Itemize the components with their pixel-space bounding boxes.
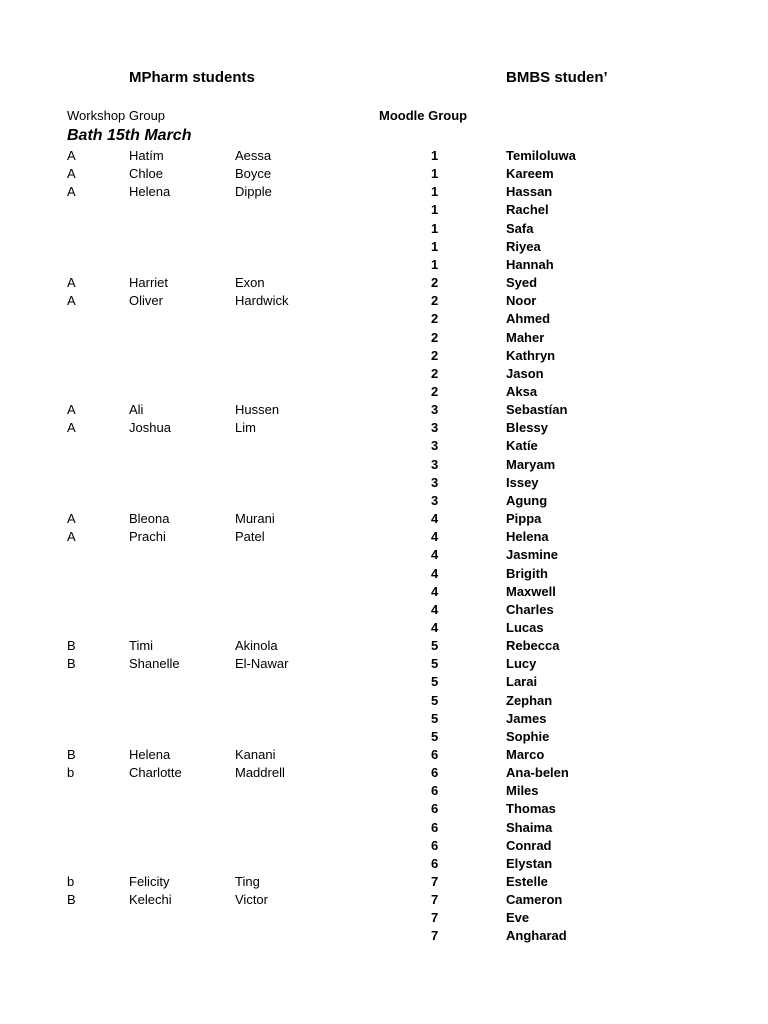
student-name-cell: Blessy (506, 420, 548, 436)
first-name-cell: Helena (129, 184, 171, 200)
moodle-group-cell: 1 (431, 184, 439, 200)
last-name-cell: Patel (235, 529, 265, 545)
last-name-cell: Lim (235, 420, 256, 436)
moodle-group-cell: 5 (431, 728, 439, 744)
student-name-cell: Riyea (506, 238, 541, 254)
last-name-cell: Akinola (235, 638, 278, 653)
last-name-cell: El-Nawar (235, 656, 289, 672)
moodle-group-cell: 2 (431, 383, 439, 399)
workshop-group-cell: A (67, 402, 76, 418)
first-name-cell: Felicity (129, 874, 170, 889)
student-name-cell: Lucy (506, 656, 537, 672)
moodle-group-cell: 4 (431, 511, 439, 526)
student-name-cell: Ahmed (506, 311, 551, 327)
last-name-cell: Boyce (235, 166, 272, 182)
student-name-cell: Charles (506, 601, 554, 617)
student-name-cell: Thomas (506, 801, 556, 817)
student-name-cell: Temiloluwa (506, 148, 576, 163)
moodle-group-cell: 3 (431, 438, 439, 454)
student-name-cell: Rebecca (506, 638, 560, 653)
student-name-cell: Jasmine (506, 547, 559, 563)
student-name-cell: James (506, 710, 547, 726)
workshop-group-cell: B (67, 892, 76, 908)
student-name-cell: Kareem (506, 166, 554, 182)
student-name-cell: Kathryn (506, 347, 556, 363)
moodle-group-cell: 2 (431, 311, 439, 327)
last-name-cell: Hussen (235, 402, 280, 418)
first-name-cell: Prachi (129, 529, 166, 545)
last-name-cell: Murani (235, 511, 275, 526)
moodle-group-cell: 1 (431, 220, 439, 236)
student-name-cell: Angharad (506, 928, 567, 944)
first-name-cell: Kelechi (129, 892, 172, 908)
first-name-cell: Timi (129, 638, 154, 653)
moodle-group-cell: 4 (431, 547, 439, 563)
first-name-cell: Helena (129, 746, 171, 762)
student-name-cell: Sophie (506, 728, 550, 744)
student-name-cell: Pippa (506, 511, 542, 526)
student-name-cell: Zephan (506, 692, 553, 708)
moodle-group-cell: 5 (431, 638, 439, 653)
student-name-cell: Sebastían (506, 402, 568, 418)
last-name-cell: Hardwick (235, 293, 289, 309)
moodle-group-cell: 5 (431, 674, 439, 690)
student-name-cell: Maxwell (506, 583, 556, 599)
workshop-group-cell: B (67, 746, 76, 762)
moodle-group-cell: 7 (431, 892, 439, 908)
mpharm-heading: MPharm students (129, 69, 255, 86)
last-name-cell: Victor (235, 892, 268, 908)
moodle-group-cell: 2 (431, 293, 439, 309)
moodle-group-cell: 1 (431, 238, 439, 254)
student-name-cell: Katíe (506, 438, 538, 454)
moodle-group-cell: 1 (431, 148, 439, 163)
student-name-cell: Miles (506, 783, 539, 799)
student-name-cell: Safa (506, 220, 534, 236)
last-name-cell: Kanani (235, 746, 276, 762)
moodle-group-cell: 7 (431, 910, 439, 926)
moodle-group-cell: 2 (431, 347, 439, 363)
workshop-group-cell: A (67, 293, 76, 309)
workshop-group-cell: A (67, 529, 76, 545)
student-name-cell: Maher (506, 329, 545, 345)
moodle-group-cell: 1 (431, 256, 439, 272)
student-name-cell: Estelle (506, 874, 548, 889)
moodle-group-cell: 7 (431, 874, 439, 889)
last-name-cell: Maddrell (235, 765, 285, 781)
moodle-group-cell: 7 (431, 928, 439, 944)
first-name-cell: Chloe (129, 166, 163, 182)
student-name-cell: Cameron (506, 892, 563, 908)
first-name-cell: Harriet (129, 275, 169, 290)
first-name-cell: Ali (129, 402, 144, 418)
workshop-group-cell: A (67, 166, 76, 182)
last-name-cell: Aessa (235, 148, 272, 163)
moodle-group-cell: 2 (431, 275, 439, 290)
moodle-group-cell: 6 (431, 765, 439, 781)
moodle-group-cell: 6 (431, 855, 439, 871)
student-name-cell: Eve (506, 910, 530, 926)
student-name-cell: Issey (506, 474, 539, 490)
workshop-group-cell: A (67, 511, 76, 526)
moodle-group-cell: 6 (431, 837, 439, 853)
student-name-cell: Noor (506, 293, 537, 309)
student-name-cell: Shaima (506, 819, 553, 835)
workshop-group-cell: B (67, 656, 76, 672)
student-name-cell: Lucas (506, 619, 544, 635)
moodle-group-cell: 6 (431, 801, 439, 817)
moodle-group-cell: 2 (431, 329, 439, 345)
student-name-cell: Elystan (506, 855, 553, 871)
moodle-group-cell: 5 (431, 656, 439, 672)
moodle-group-cell: 1 (431, 166, 439, 182)
moodle-group-cell: 6 (431, 783, 439, 799)
moodle-group-cell: 3 (431, 420, 439, 436)
student-name-cell: Conrad (506, 837, 552, 853)
workshop-group-cell: b (67, 874, 75, 889)
moodle-group-header: Moodle Group (379, 108, 468, 123)
moodle-group-cell: 5 (431, 692, 439, 708)
student-name-cell: Hannah (506, 256, 554, 272)
student-name-cell: Maryam (506, 456, 556, 472)
moodle-group-cell: 3 (431, 492, 439, 508)
first-name-cell: Bleona (129, 511, 170, 526)
first-name-cell: Oliver (129, 293, 163, 309)
moodle-group-cell: 4 (431, 601, 439, 617)
last-name-cell: Exon (235, 275, 265, 290)
moodle-group-cell: 1 (431, 202, 439, 218)
workshop-group-cell: A (67, 275, 76, 290)
moodle-group-cell: 4 (431, 565, 439, 581)
first-name-cell: Charlotte (129, 765, 182, 781)
workshop-group-header: Workshop Group (67, 108, 166, 123)
first-name-cell: Shanelle (129, 656, 180, 672)
last-name-cell: Dipple (235, 184, 272, 200)
workshop-group-cell: B (67, 638, 76, 653)
student-name-cell: Hassan (506, 184, 553, 200)
moodle-group-cell: 4 (431, 583, 439, 599)
student-name-cell: Jason (506, 365, 544, 381)
first-name-cell: Hatím (129, 148, 164, 163)
student-name-cell: Syed (506, 275, 538, 290)
moodle-group-cell: 3 (431, 456, 439, 472)
workshop-group-cell: A (67, 420, 76, 436)
student-name-cell: Larai (506, 674, 538, 690)
moodle-group-cell: 2 (431, 365, 439, 381)
session-title: Bath 15th March (67, 127, 192, 144)
student-name-cell: Agung (506, 492, 548, 508)
workshop-group-cell: b (67, 765, 75, 781)
student-name-cell: Brigith (506, 565, 548, 581)
student-name-cell: Aksa (506, 383, 538, 399)
moodle-group-cell: 3 (431, 474, 439, 490)
moodle-group-cell: 6 (431, 746, 439, 762)
moodle-group-cell: 4 (431, 529, 439, 545)
workshop-group-cell: A (67, 148, 76, 163)
moodle-group-cell: 5 (431, 710, 439, 726)
workshop-group-cell: A (67, 184, 76, 200)
student-name-cell: Rachel (506, 202, 549, 218)
moodle-group-cell: 4 (431, 619, 439, 635)
student-name-cell: Helena (506, 529, 549, 545)
first-name-cell: Joshua (129, 420, 171, 436)
moodle-group-cell: 6 (431, 819, 439, 835)
student-name-cell: Marco (506, 746, 545, 762)
moodle-group-cell: 3 (431, 402, 439, 418)
last-name-cell: Ting (235, 874, 260, 889)
bmbs-heading: BMBS studen’ (506, 70, 608, 85)
student-name-cell: Ana-belen (506, 765, 569, 781)
